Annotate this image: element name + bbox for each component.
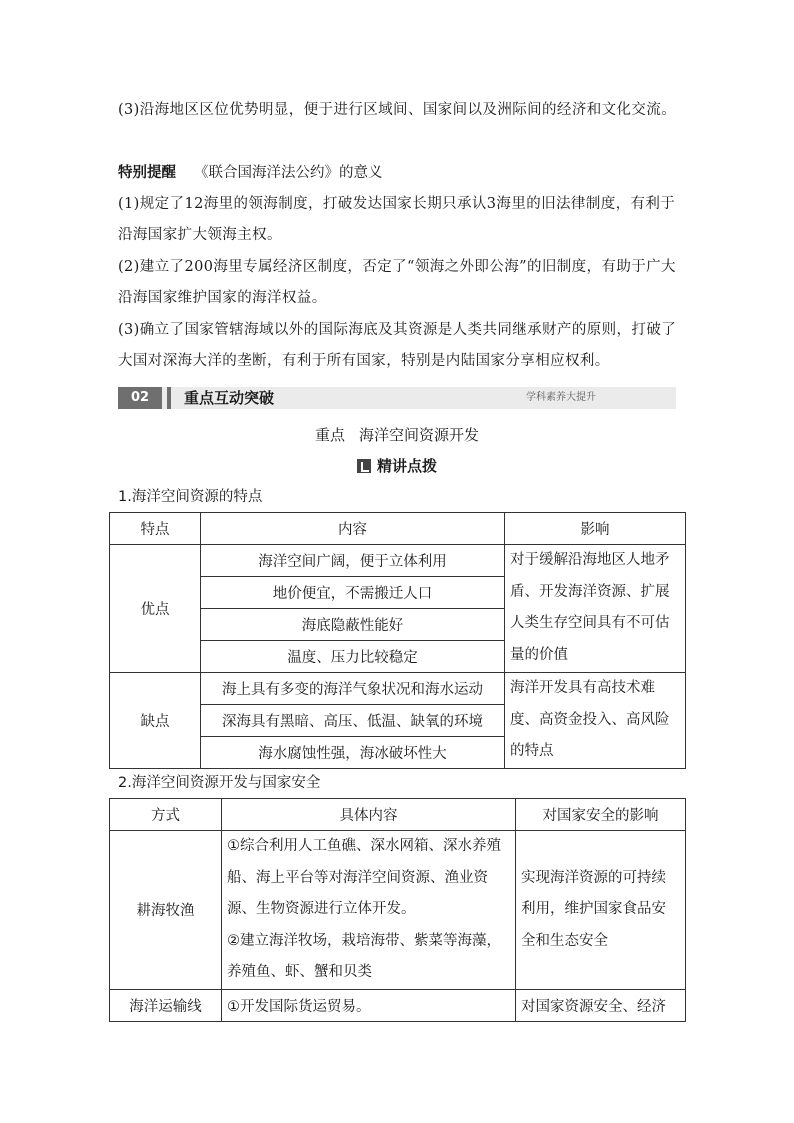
reminder-item-2: (2)建立了200海里专属经济区制度，否定了“领海之外即公海”的旧制度，有助于广大沿海国家维护国家的海洋权益。 — [118, 259, 676, 306]
detail-item: ①综合利用人工鱼礁、深水网箱、深水养殖船、海上平台等对海洋空间资源、渔业资源、生物资源进行立体开发。 — [227, 838, 501, 917]
table-row — [110, 831, 686, 990]
section-number: 02 — [118, 387, 162, 409]
section-banner — [118, 387, 676, 409]
detail-item: ②建立海洋牧场，栽培海带、紫菜等海藻，养殖鱼、虾、蟹和贝类 — [227, 932, 501, 980]
impact-cell: 对国家资源安全、经济 — [516, 989, 686, 1021]
ocean-security-table — [109, 798, 686, 1022]
key-point-heading — [0, 424, 794, 446]
section1-heading: 1.海洋空间资源的特点 — [118, 489, 263, 505]
banner-divider — [167, 387, 171, 409]
reminder-subject: 《联合国海洋法公约》的意义 — [194, 165, 383, 181]
reminder-item-3: (3)确立了国家管辖海域以外的国际海底及其资源是人类共同继承财产的原则，打破了大国对深海大洋的垄断，有利于所有国家，特别是内陆国家分享相应权利。 — [118, 322, 677, 369]
advantage-effect: 对于缓解沿海地区人地矛盾、开发海洋资源、扩展人类生存空间具有不可估量的价值 — [505, 545, 686, 673]
advantage-item: 地价便宜，不需搬迁人口 — [201, 577, 505, 609]
section2-heading: 2.海洋空间资源开发与国家安全 — [118, 775, 321, 791]
disadvantage-effect: 海洋开发具有高技术难度、高资金投入、高风险的特点 — [505, 673, 686, 769]
paragraph-location-advantage: (3)沿海地区区位优势明显，便于进行区域间、国家间以及洲际间的经济和文化交流。 — [118, 102, 677, 118]
explanation-icon — [357, 459, 371, 473]
disadvantage-item: 海水腐蚀性强，海冰破坏性大 — [201, 737, 505, 769]
explanation-label: 精讲点拨 — [376, 457, 437, 475]
disadvantage-item: 海上具有多变的海洋气象状况和海水运动 — [201, 673, 505, 705]
table-header-row — [110, 513, 686, 545]
table-row — [110, 545, 686, 577]
characteristics-table — [109, 512, 686, 769]
advantage-item: 海洋空间广阔，便于立体利用 — [201, 545, 505, 577]
section-title: 重点互动突破 — [184, 389, 275, 407]
mode-cell: 海洋运输线 — [110, 989, 222, 1021]
advantage-item: 温度、压力比较稳定 — [201, 641, 505, 673]
detail-cell — [222, 831, 516, 990]
reminder-heading — [118, 158, 680, 189]
mode-cell: 耕海牧渔 — [110, 831, 222, 990]
advantage-item: 海底隐蔽性能好 — [201, 609, 505, 641]
table-row — [110, 989, 686, 1021]
header-mode: 方式 — [110, 799, 222, 831]
disadvantage-item: 深海具有黑暗、高压、低温、缺氧的环境 — [201, 705, 505, 737]
table-header-row — [110, 799, 686, 831]
header-content: 内容 — [201, 513, 505, 545]
header-impact: 影响 — [505, 513, 686, 545]
explanation-heading — [0, 455, 794, 477]
section-subtitle: 学科素养大提升 — [526, 392, 596, 403]
table-row — [110, 673, 686, 705]
disadvantage-label: 缺点 — [110, 673, 201, 769]
detail-cell: ①开发国际货运贸易。 — [222, 989, 516, 1021]
reminder-title: 特别提醒 — [118, 165, 176, 181]
header-feature: 特点 — [110, 513, 201, 545]
reminder-item-1: (1)规定了12海里的领海制度，打破发达国家长期只承认3海里的旧法律制度，有利于沿海国家扩大领海主权。 — [118, 196, 676, 243]
advantage-label: 优点 — [110, 545, 201, 673]
header-security-impact: 对国家安全的影响 — [516, 799, 686, 831]
impact-cell: 实现海洋资源的可持续利用，维护国家食品安全和生态安全 — [516, 831, 686, 990]
key-point-title: 海洋空间资源开发 — [359, 426, 480, 444]
header-detail: 具体内容 — [222, 799, 516, 831]
key-point-label: 重点 — [314, 426, 345, 444]
